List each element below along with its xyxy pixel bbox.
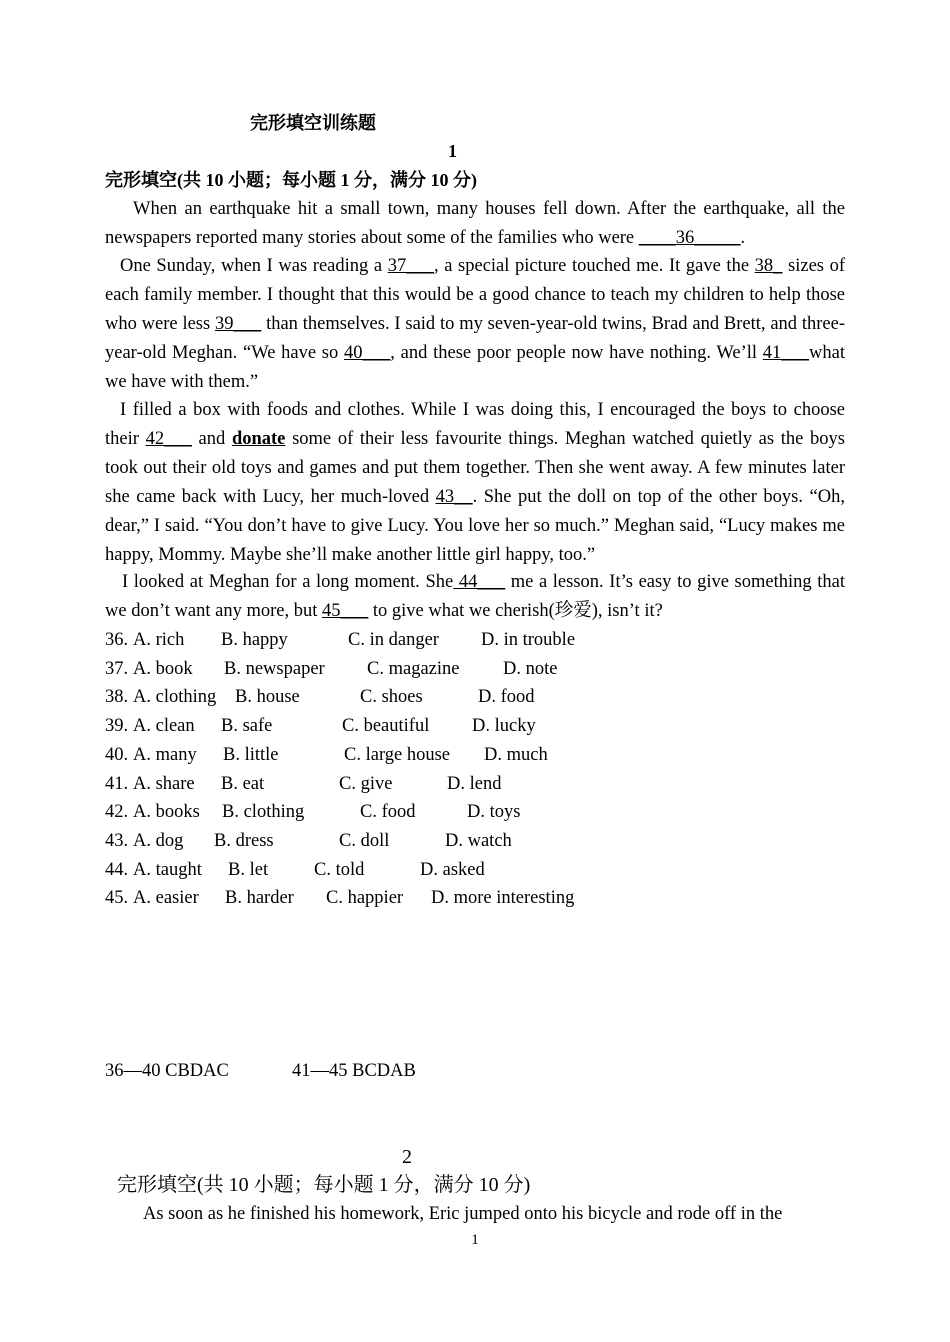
- passage-paragraph: One Sunday, when I was reading a 37___, a special picture touched me. It gave the 38_ sizes of each family member. I thought that this would be a good chance to teach my children to help those who were less 39___ than themselves. I said to my seven-year-old twins, Brad and Brett, and three-year-old Meghan. “We have so 40___, and these poor people now have nothing. We’ll 41___what we have with them.”: [105, 256, 846, 392]
- blank-36: ____36_____: [638, 228, 741, 248]
- blank-41: 41___: [762, 343, 810, 363]
- section-heading: 完形填空(共 10 小题；每小题 1 分，满分 10 分): [105, 170, 477, 190]
- blank-42: 42___: [145, 429, 192, 449]
- section-heading: 完形填空(共 10 小题；每小题 1 分，满分 10 分): [117, 1174, 531, 1196]
- blank-37: 37___: [387, 256, 434, 276]
- passage-paragraph: As soon as he finished his homework, Eric jumped onto his bicycle and rode off in the: [143, 1204, 783, 1224]
- blank-39: 39___: [215, 314, 262, 334]
- document-page: 完形填空训练题 1 完形填空(共 10 小题；每小题 1 分，满分 10 分) When an earthquake hit a small town, many houses fell down. After the earthquake, all the newspapers reported many stories about some of the families who were ____36_____. One Sunday, when I was reading a 37___, a special picture touched me. It gave the 38_ sizes of each family member. I thought that this would be a good chance to teach my children to help those who were less 39___ than themselves. I said to my seven-year-old twins, Brad and Brett, and three-year-old Meghan. “We have so 40___, and these poor people now have nothing. We’ll 41___what we have with them.” I filled a box with foods and clothes. While I was doing this, I encouraged the boys to choose their 42___ and donate some of their less favourite things. Meghan watched quietly as the boys took out their old toys and games and put them together. Then she went away. A few minutes later she came back with Lucy, her much-loved 43__. She put the doll on top of the other boys. “Oh, dear,” I said. “You don’t have to give Lucy. You love her so much.” Meghan said, “Lucy makes me happy, Mommy. Maybe she’ll make another little girl happy, too.” I looked at Meghan for a long moment. She 44___ me a lesson. It’s easy to give something that we don’t want any more, but 45___ to give what we cherish(珍爱), isn’t it? 36. A. rich B. happy C. in danger D. in trouble 37. A. book B. newspaper C. magazine D. note 38. A. clothing B. house C. shoes D. food 39. A. clean B. safe C. beautiful D. lucky 40. A. many B. little C. large house D. much 41. A. share B. eat C. give D. lend 42. A. books B. clothing C. food D. toys 43. A. dog B. dress C. doll D. watch 44. A. taught B. let C. told D. asked 45. A. easier B. harder C. happier D. more interesting 36—40 CBDAC 41—45 BCDAB 2 完形填空(共 10 小题；每小题 1 分，满分 10 分) As soon as he finished his homework, Eric jumped onto his bicycle and rode off in the 1: [0, 0, 950, 1342]
- section-number: 1: [448, 141, 457, 161]
- document-title: 完形填空训练题: [250, 113, 376, 133]
- blank-43: 43__: [435, 487, 473, 507]
- section-number: 2: [402, 1146, 412, 1168]
- passage-paragraph: I filled a box with foods and clothes. While I was doing this, I encouraged the boys to choose their 42___ and donate some of their less favourite things. Meghan watched quietly as the boys took out their old toys and games and put them together. Then she went away. A few minutes later she came back with Lucy, her much-loved 43__. She put the doll on top of the other boys. “Oh, dear,” I said. “You don’t have to give Lucy. You love her so much.” Meghan said, “Lucy makes me happy, Mommy. Maybe she’ll make another little girl happy, too.”: [105, 400, 845, 565]
- blank-44: 44___: [453, 572, 506, 592]
- passage-paragraph: I looked at Meghan for a long moment. She 44___ me a lesson. It’s easy to give something that we don’t want any more, but 45___ to give what we cherish(珍爱), isn’t it?: [105, 572, 846, 621]
- keyword-donate: donate: [231, 429, 286, 449]
- blank-38: 38_: [754, 256, 783, 276]
- page-number: 1: [471, 1232, 479, 1248]
- blank-45: 45___: [322, 601, 369, 621]
- passage-paragraph: When an earthquake hit a small town, many houses fell down. After the earthquake, all the newspapers reported many stories about some of the families who were ____36_____.: [105, 199, 845, 248]
- blank-40: 40___: [344, 343, 391, 363]
